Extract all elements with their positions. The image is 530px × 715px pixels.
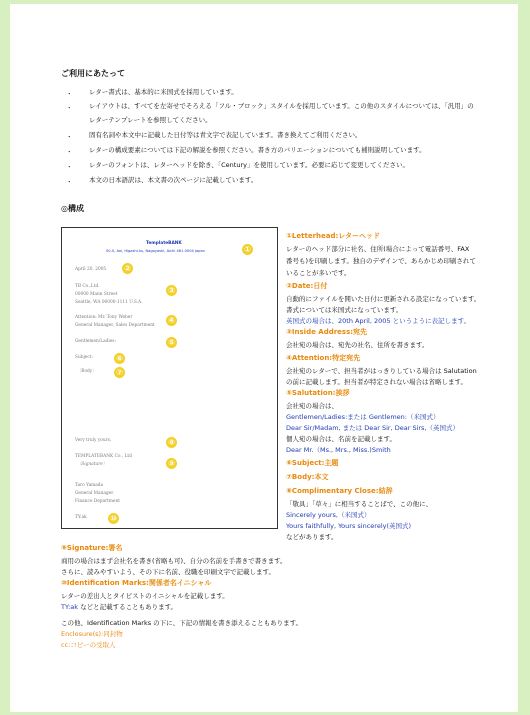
intro-bullet-2: レイアウトは、すべてを左寄せでそろえる「フル・ブロック」スタイルを採用しています。この他のスタイルについては、「汎用」の <box>89 102 474 110</box>
e3-line: 会社宛の場合は、宛先の社名、住所を書きます。 <box>286 341 429 349</box>
e10-title: ⑩Identification Marks:関係者名イニシャル <box>61 579 212 587</box>
marker-1: ① <box>242 244 253 255</box>
bullet-dot: ・ <box>66 104 73 112</box>
bullet-dot: ・ <box>66 178 73 186</box>
signer-name: Taro Yamada <box>75 483 104 488</box>
signer-dept: Finance Department <box>75 499 120 504</box>
letter-date: April 20, 2005 <box>75 267 107 272</box>
signature-company: TEMPLATEBANK Co., Ltd <box>75 454 132 459</box>
e5-line: 会社宛の場合は、 <box>286 402 338 410</box>
subject: Subject: <box>75 355 93 360</box>
e1-line: いることが多いです。 <box>286 269 351 277</box>
bullet-dot: ・ <box>66 90 73 98</box>
section-title: ◎構成 <box>61 204 84 213</box>
intro-bullet-2-cont: レターテンプレートを参照してください。 <box>89 116 212 124</box>
e1-title: ①Letterhead:レターヘッド <box>286 232 381 240</box>
e9-line: さらに、読みやすいよう、その下に名前、役職を印刷文字で記載します。 <box>61 568 275 576</box>
attention-1: Attention: Mr. Tony Weber <box>75 315 133 320</box>
e5-line: 個人宛の場合は、名前を記載します。 <box>286 435 396 443</box>
bullet-dot: ・ <box>66 148 73 156</box>
intro-bullet-3: 固有名詞や本文中に記載した日付等は青文字で表記しています。書き換えてご利用ください。 <box>89 131 362 139</box>
intro-bullet-1: レター書式は、基本的に米国式を採用しています。 <box>89 88 238 96</box>
signer-title: General Manager <box>75 491 114 496</box>
e10-rest: などと記載することもあります。 <box>78 603 178 611</box>
e4-line: 会社宛のレターで、担当者がはっきりしている場合は Salutation <box>286 367 477 375</box>
e5-blue: Dear Mr.（Ms., Mrs., Miss.)Smith <box>286 446 391 454</box>
e8-title: ⑧Complimentary Close:結辞 <box>286 487 393 495</box>
e2-line: 自動的にファイルを開いた日付に更新される設定になっています。 <box>286 295 481 303</box>
e8-blue: Sincerely yours,（米国式） <box>286 511 371 519</box>
inside-address-3: Seattle, WA 00000-1111 U.S.A. <box>75 300 143 305</box>
bullet-dot: ・ <box>66 133 73 141</box>
e5-blue: Gentlemen/Ladies:または Gentlemen:（米国式） <box>286 413 440 421</box>
intro-bullet-6: 本文の日本語訳は、本文書の次ページに記載しています。 <box>89 176 258 184</box>
footer-option-2: cc:コピーの受取人 <box>61 641 116 649</box>
intro-bullet-5: レターのフォントは、レターヘッドを除き、「Century」を使用しています。必要に応じて変更してください。 <box>89 161 409 169</box>
e2-title: ②Date:日付 <box>286 282 328 290</box>
inside-address-1: TB Co.,Ltd. <box>75 284 100 289</box>
e10-line: レターの差出人とタイピストのイニシャルを記載します。 <box>61 592 229 600</box>
e5-blue: Dear Sir/Madam, または Dear Sir, Dear Sirs,（英国式） <box>286 424 459 432</box>
e4-line: の前に記載します。担当者が特定されない場合は省略します。 <box>286 378 467 386</box>
intro-title: ご利用にあたって <box>61 69 125 78</box>
e4-title: ④Attention:特定宛先 <box>286 354 361 362</box>
marker-7: ⑦ <box>114 367 125 378</box>
ident-marks: TY:ak <box>75 515 87 520</box>
e3-title: ③Inside Address:宛先 <box>286 328 368 336</box>
e1-line: レターのヘッド部分に社名、住所(場合によって電話番号、FAX <box>286 245 470 253</box>
e9-line: 商用の場合はまず会社名を書き(省略も可)、自分の名前を手書きで書きます。 <box>61 557 287 565</box>
e1-line: 番号も)を印刷します。独自のデザインで、あらかじめ印刷されて <box>286 257 476 265</box>
marker-9: ⑨ <box>166 458 177 469</box>
letterhead-address: 00-0, Aoi, Higashi-ku, Nagoyashi, Aichi 461-0004 Japan <box>106 249 205 253</box>
letterhead-company: TemplateBANK <box>146 241 182 246</box>
e2-blue: 英国式の場合は、20th April, 2005 というように表記します。 <box>286 317 471 325</box>
e2-line: 書式については米国式になっています。 <box>286 306 403 314</box>
inside-address-2: 00000 Mann Street <box>75 292 118 297</box>
e6-title: ⑥Subject:主題 <box>286 459 339 467</box>
footer-line: この他、Identification Marks の下に、下記の情報を書き添えることもあります。 <box>61 619 303 627</box>
e9-title: ⑨Signature:署名 <box>61 544 123 552</box>
bullet-dot: ・ <box>66 163 73 171</box>
marker-8: ⑧ <box>166 437 177 448</box>
e8-blue: Yours faithfully, Yours sincerely(英国式) <box>286 522 412 530</box>
footer-option-1: Enclosure(s):同封物 <box>61 630 123 638</box>
intro-bullet-4: レターの構成要素については下記の解説を参照ください。書き方のバリエーションについても補則説明しています。 <box>89 146 426 154</box>
marker-4: ④ <box>166 315 177 326</box>
e10-blue: TY:ak <box>61 603 79 611</box>
marker-3: ③ <box>166 285 177 296</box>
attention-2: General Manager, Sales Department <box>75 323 155 328</box>
complimentary-close: Very truly yours, <box>75 438 112 443</box>
e10-line2 <box>61 604 177 611</box>
e5-title: ⑤Salutation:挨拶 <box>286 389 350 397</box>
e8-line: 「敬具」「草々」に相当することばで、この他に、 <box>286 500 433 508</box>
marker-10: ⑩ <box>108 513 119 524</box>
document-page <box>10 4 518 712</box>
marker-6: ⑥ <box>114 353 125 364</box>
sample-letter <box>61 227 278 529</box>
marker-5: ⑤ <box>166 337 177 348</box>
e8-line: などがあります。 <box>286 533 338 541</box>
signature-line: 〔Signature〕 <box>77 462 108 467</box>
salutation: Gentlemen/Ladies: <box>75 339 116 344</box>
body: 〔Body〕 <box>77 369 97 374</box>
e7-title: ⑦Body:本文 <box>286 473 329 481</box>
marker-2: ② <box>122 263 133 274</box>
